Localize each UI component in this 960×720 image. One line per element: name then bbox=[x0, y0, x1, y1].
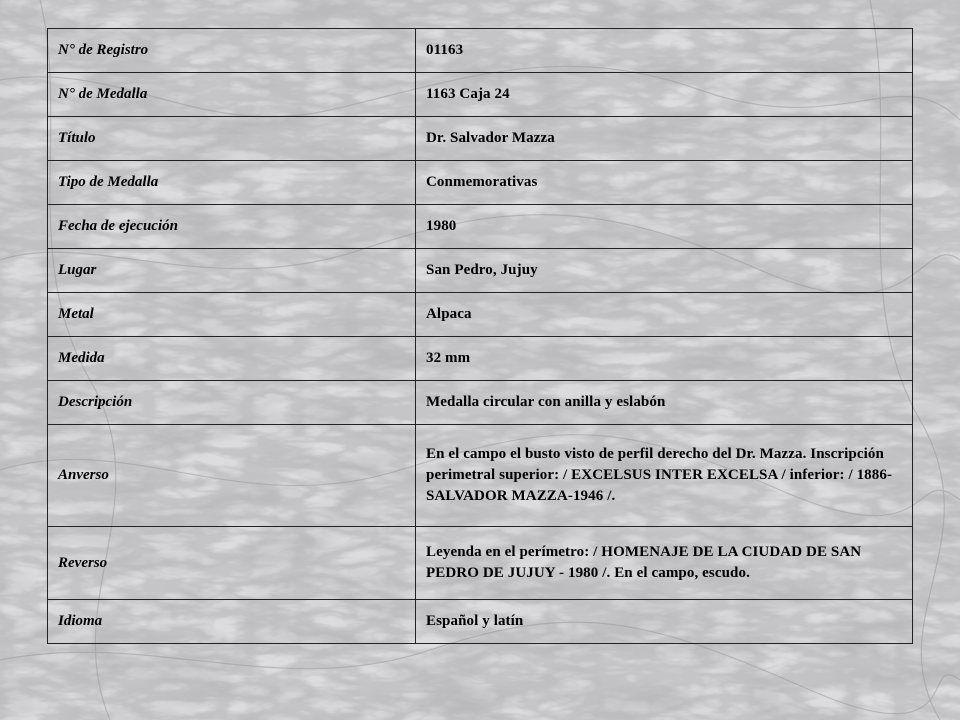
field-value: En el campo el busto visto de perfil derecho del Dr. Mazza. Inscripción perimetral superior: / EXCELSUS INTER EXCELSA / inferior: / 1886-SALVADOR MAZZA-1946 /. bbox=[416, 425, 913, 527]
field-value: San Pedro, Jujuy bbox=[416, 249, 913, 293]
field-value: 01163 bbox=[416, 29, 913, 73]
field-label: Idioma bbox=[48, 600, 416, 644]
field-label: Título bbox=[48, 117, 416, 161]
table-row bbox=[48, 600, 913, 644]
field-value: 32 mm bbox=[416, 337, 913, 381]
field-label: Descripción bbox=[48, 381, 416, 425]
table-row bbox=[48, 249, 913, 293]
field-value: Español y latín bbox=[416, 600, 913, 644]
table-row bbox=[48, 381, 913, 425]
table-row bbox=[48, 117, 913, 161]
field-value: Dr. Salvador Mazza bbox=[416, 117, 913, 161]
field-label: Tipo de Medalla bbox=[48, 161, 416, 205]
field-label: Fecha de ejecución bbox=[48, 205, 416, 249]
field-value: Alpaca bbox=[416, 293, 913, 337]
field-label: N° de Registro bbox=[48, 29, 416, 73]
field-label: Reverso bbox=[48, 527, 416, 600]
medal-record-table bbox=[47, 28, 913, 644]
table-row bbox=[48, 337, 913, 381]
field-value: Conmemorativas bbox=[416, 161, 913, 205]
field-value: Leyenda en el perímetro: / HOMENAJE DE LA CIUDAD DE SAN PEDRO DE JUJUY - 1980 /. En el campo, escudo. bbox=[416, 527, 913, 600]
table-row bbox=[48, 205, 913, 249]
table-row bbox=[48, 425, 913, 527]
field-label: Anverso bbox=[48, 425, 416, 527]
field-label: N° de Medalla bbox=[48, 73, 416, 117]
field-value: 1980 bbox=[416, 205, 913, 249]
table-row bbox=[48, 527, 913, 600]
field-value: 1163 Caja 24 bbox=[416, 73, 913, 117]
table-row bbox=[48, 161, 913, 205]
table-row bbox=[48, 29, 913, 73]
field-label: Medida bbox=[48, 337, 416, 381]
table-row bbox=[48, 73, 913, 117]
field-label: Lugar bbox=[48, 249, 416, 293]
field-value: Medalla circular con anilla y eslabón bbox=[416, 381, 913, 425]
field-label: Metal bbox=[48, 293, 416, 337]
table-row bbox=[48, 293, 913, 337]
